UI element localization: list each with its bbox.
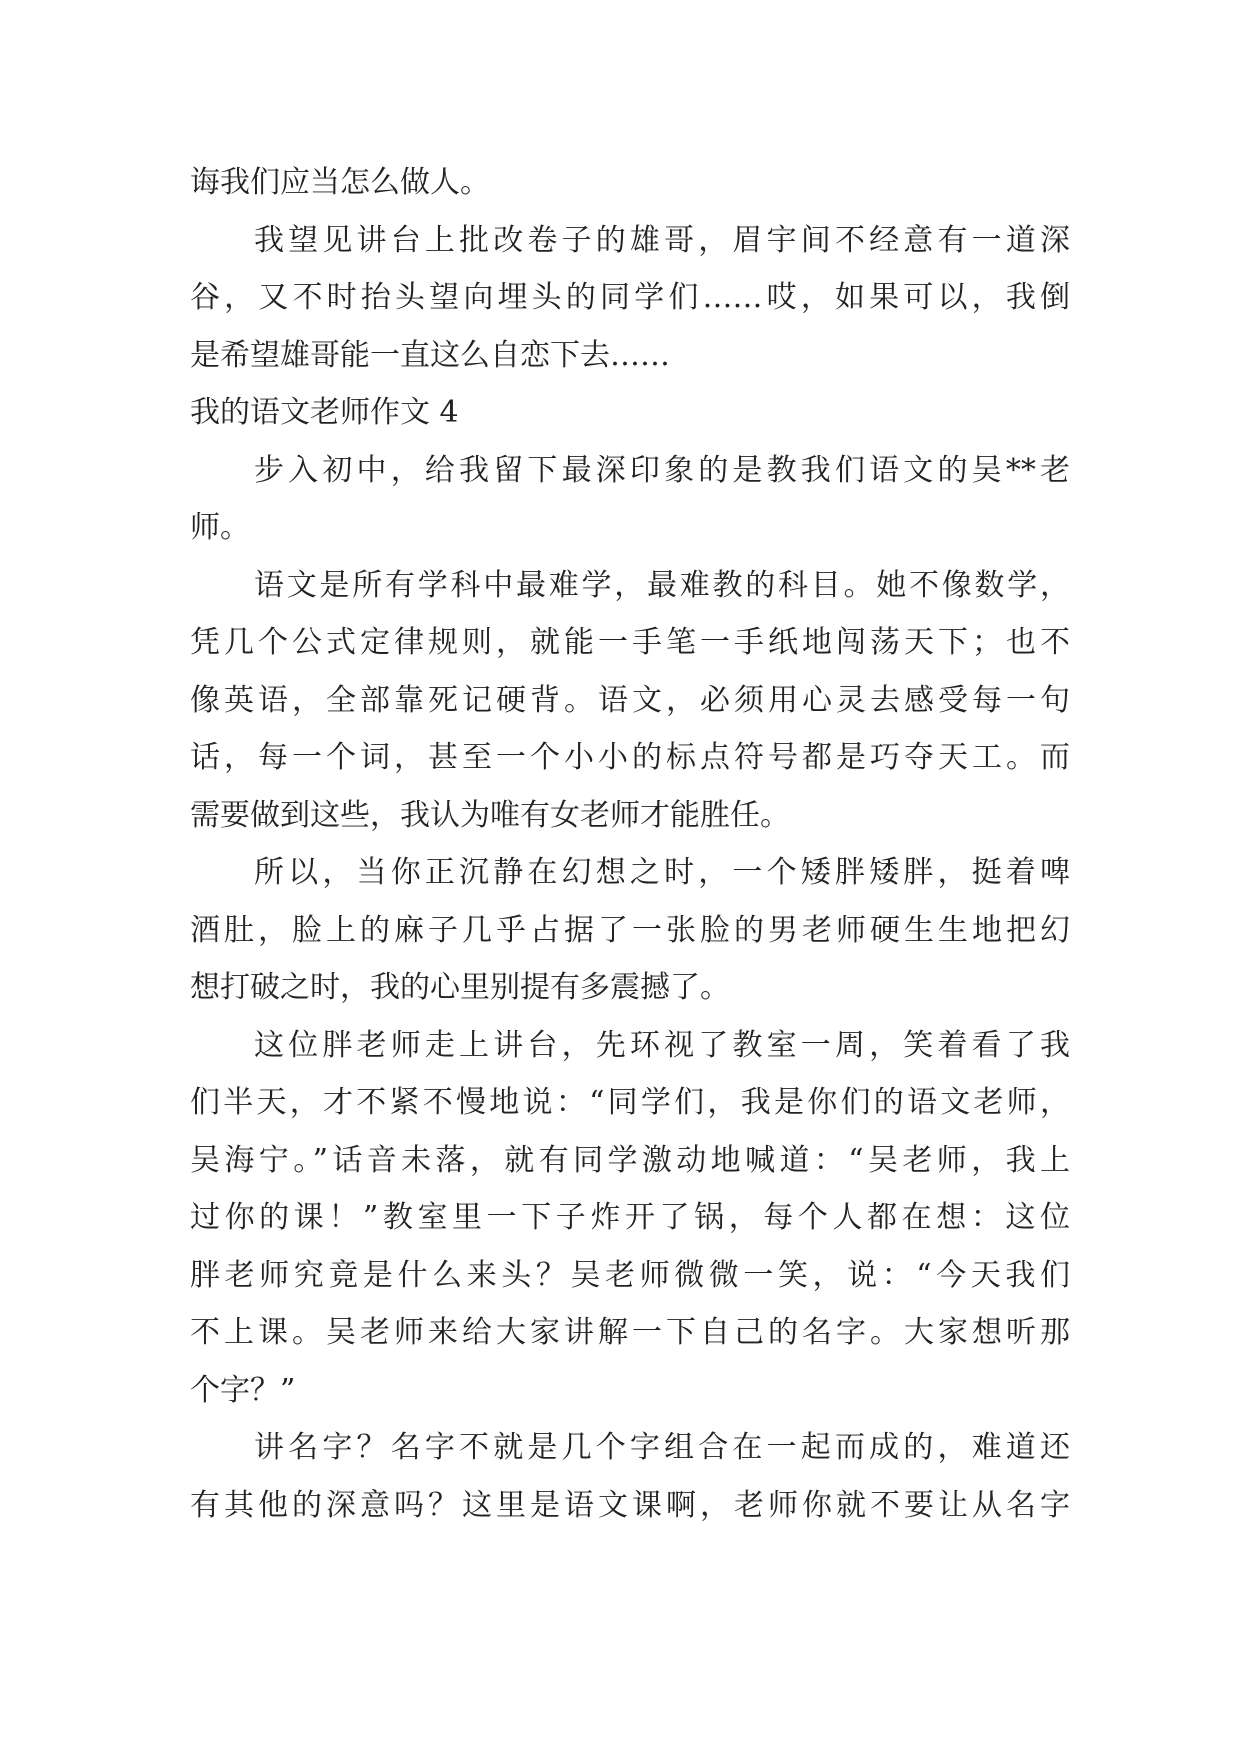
document-body (190, 154, 1070, 1534)
text-line: 步入初中，给我留下最深印象的是教我们语文的吴**老 (254, 452, 1070, 488)
paragraph (190, 212, 1070, 385)
text-line: 胖老师究竟是什么来头？吴老师微微一笑，说：“今天我们 (190, 1257, 1070, 1293)
text-line: 语文是所有学科中最难学，最难教的科目。她不像数学， (254, 567, 1070, 603)
paragraph (190, 844, 1070, 1017)
paragraph (190, 557, 1070, 845)
text-line: 话，每一个词，甚至一个小小的标点符号都是巧夺天工。而 (190, 740, 1070, 775)
paragraph (190, 442, 1070, 557)
text-line: 谷，又不时抬头望向埋头的同学们……哎，如果可以，我倒 (190, 280, 1070, 315)
text-line: 这位胖老师走上讲台，先环视了教室一周，笑着看了我 (254, 1027, 1070, 1063)
text-line: 酒肚，脸上的麻子几乎占据了一张脸的男老师硬生生地把幻 (190, 912, 1070, 948)
text-line: 凭几个公式定律规则，就能一手笔一手纸地闯荡天下；也不 (190, 625, 1070, 660)
paragraph (190, 1419, 1070, 1534)
text-line: 我望见讲台上批改卷子的雄哥，眉宇间不经意有一道深 (254, 222, 1070, 258)
text-line: 讲名字？名字不就是几个字组合在一起而成的，难道还 (254, 1430, 1070, 1465)
text-line: 师。 (190, 510, 250, 545)
text-line: 有其他的深意吗？这里是语文课啊，老师你就不要让从名字 (190, 1487, 1070, 1523)
text-line: 不上课。吴老师来给大家讲解一下自己的名字。大家想听那 (190, 1315, 1070, 1350)
paragraph-continuation (190, 154, 1070, 212)
text-line: 所以，当你正沉静在幻想之时，一个矮胖矮胖，挺着啤 (254, 855, 1070, 890)
heading-text: 我的语文老师作文 4 (190, 395, 459, 430)
text-line: 像英语，全部靠死记硬背。语文，必须用心灵去感受每一句 (190, 682, 1070, 718)
text-line: 过你的课！”教室里一下子炸开了锅，每个人都在想：这位 (190, 1200, 1070, 1235)
text-line: 是希望雄哥能一直这么自恋下去…… (190, 337, 670, 373)
paragraph (190, 1017, 1070, 1420)
text-line: 吴海宁。”话音未落，就有同学激动地喊道：“吴老师，我上 (190, 1142, 1070, 1178)
text-line: 个字？” (190, 1372, 296, 1408)
text-line: 诲我们应当怎么做人。 (190, 165, 490, 200)
text-line: 需要做到这些，我认为唯有女老师才能胜任。 (190, 797, 790, 833)
text-line: 想打破之时，我的心里别提有多震撼了。 (190, 970, 730, 1005)
text-line: 们半天，才不紧不慢地说：“同学们，我是你们的语文老师， (190, 1085, 1070, 1120)
section-heading (190, 384, 1070, 442)
